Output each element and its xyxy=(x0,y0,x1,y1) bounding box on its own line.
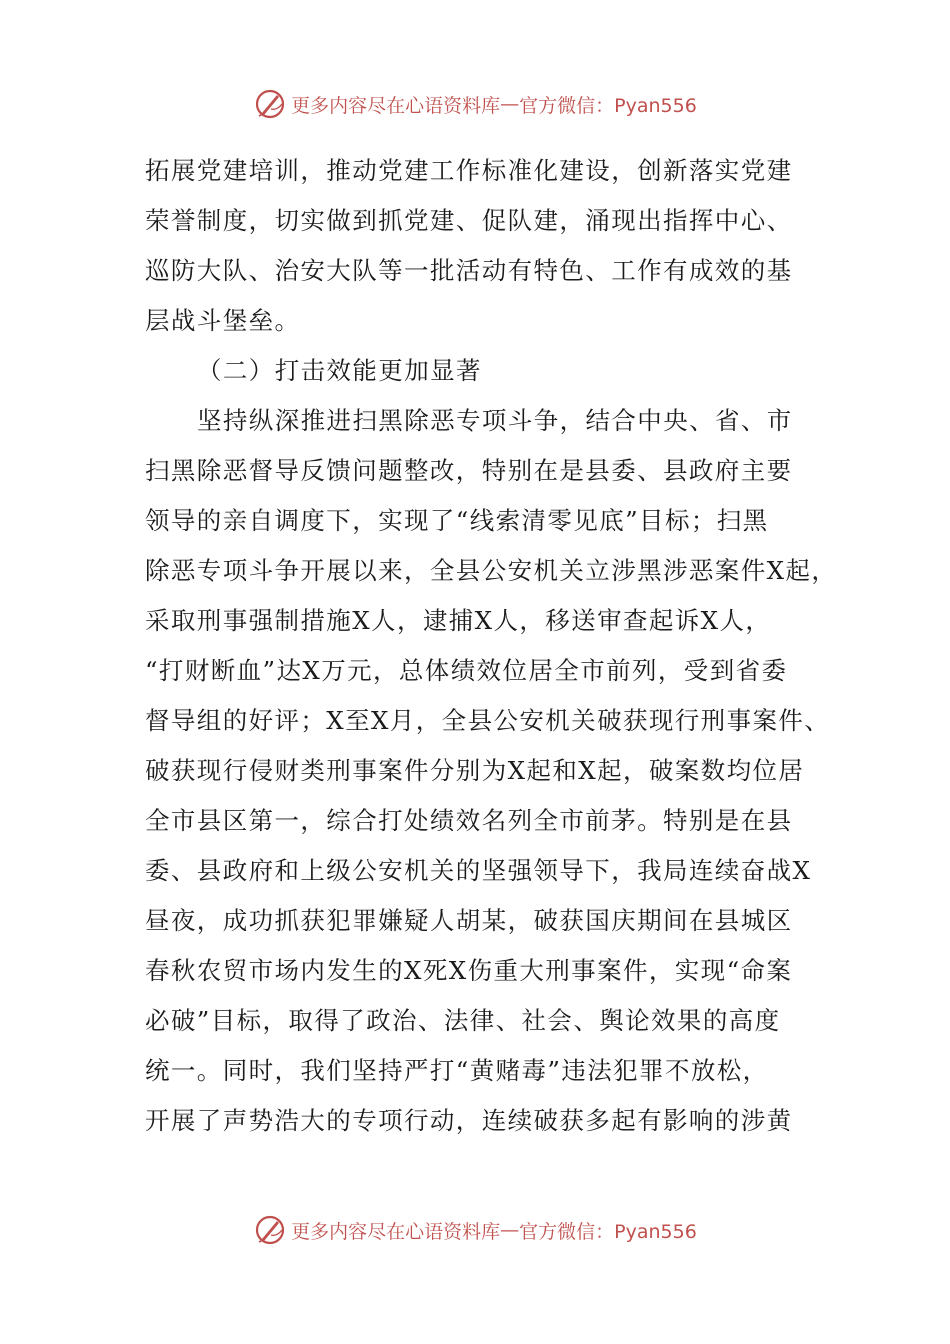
paragraph-line: “打财断血”达X万元，总体绩效位居全市前列，受到省委 xyxy=(145,656,788,685)
body-line: 层战斗堡垒。 xyxy=(145,306,301,335)
paragraph-line: 全市县区第一，综合打处绩效名列全市前茅。特别是在县 xyxy=(145,806,793,835)
document-body xyxy=(145,146,838,1146)
section-heading: （二）打击效能更加显著 xyxy=(197,356,482,385)
paragraph-line: 春秋农贸市场内发生的X死X伤重大刑事案件，实现“命案 xyxy=(145,956,793,985)
banner-site-text: 更多内容尽在心语资料库 xyxy=(291,94,501,117)
banner-wechat-text: 官方微信：Pyan556 xyxy=(519,1220,697,1243)
paragraph-line: 领导的亲自调度下，实现了“线索清零见底”目标；扫黑 xyxy=(145,506,769,535)
paragraph-line: 采取刑事强制措施X人，逮捕X人，移送审查起诉X人， xyxy=(145,606,772,635)
quill-pen-logo-icon xyxy=(253,87,287,121)
paragraph-line: 统一。同时，我们坚持严打“黄赌毒”违法犯罪不放松， xyxy=(145,1056,769,1085)
body-line: 荣誉制度，切实做到抓党建、促队建，涌现出指挥中心、 xyxy=(145,206,793,235)
banner-separator: — xyxy=(500,93,520,115)
footer-banner xyxy=(0,1210,950,1250)
paragraph-line: 破获现行侵财类刑事案件分别为X起和X起，破案数均位居 xyxy=(145,756,805,785)
banner-wechat-text: 官方微信：Pyan556 xyxy=(519,94,697,117)
banner-site-text: 更多内容尽在心语资料库 xyxy=(291,1220,501,1243)
paragraph-line: 扫黑除恶督导反馈问题整改，特别在是县委、县政府主要 xyxy=(145,456,793,485)
body-line: 拓展党建培训，推动党建工作标准化建设，创新落实党建 xyxy=(145,156,793,185)
banner-separator: — xyxy=(500,1219,520,1241)
paragraph-line: 昼夜，成功抓获犯罪嫌疑人胡某，破获国庆期间在县城区 xyxy=(145,906,793,935)
header-banner xyxy=(0,84,950,124)
paragraph-line: 必破”目标，取得了政治、法律、社会、舆论效果的高度 xyxy=(145,1006,781,1035)
paragraph-line: 坚持纵深推进扫黑除恶专项斗争，结合中央、省、市 xyxy=(197,406,793,435)
paragraph-line: 督导组的好评；X至X月，全县公安机关破获现行刑事案件、 xyxy=(145,706,831,735)
paragraph-line: 委、县政府和上级公安机关的坚强领导下，我局连续奋战X xyxy=(145,856,812,885)
paragraph-line: 除恶专项斗争开展以来，全县公安机关立涉黑涉恶案件X起， xyxy=(145,556,838,585)
paragraph-line: 开展了声势浩大的专项行动，连续破获多起有影响的涉黄 xyxy=(145,1106,793,1135)
quill-pen-logo-icon xyxy=(253,1213,287,1247)
body-line: 巡防大队、治安大队等一批活动有特色、工作有成效的基 xyxy=(145,256,793,285)
